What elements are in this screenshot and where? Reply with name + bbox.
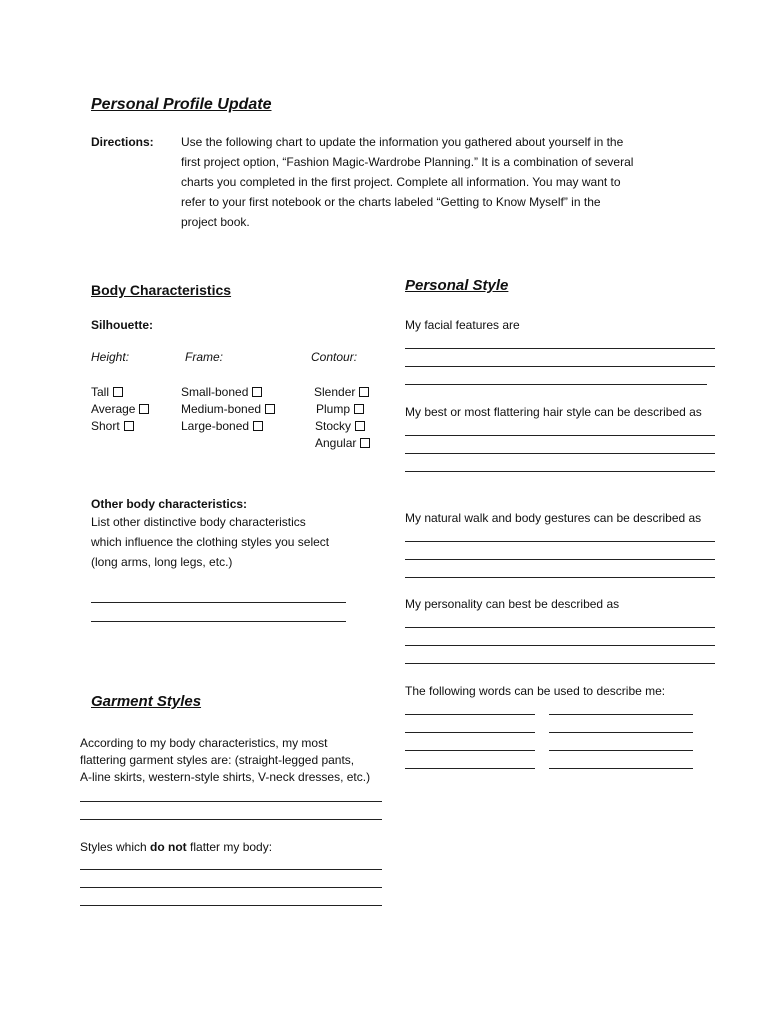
checkbox[interactable] — [359, 387, 369, 397]
height-option-tall[interactable]: Tall — [91, 385, 123, 399]
checkbox[interactable] — [252, 387, 262, 397]
page-title: Personal Profile Update — [91, 96, 272, 113]
contour-option-stocky[interactable]: Stocky — [315, 419, 365, 433]
directions-line-5: project book. — [181, 215, 250, 229]
answer-line[interactable] — [405, 559, 715, 560]
directions-line-2: first project option, “Fashion Magic-Wardrobe Planning.” It is a combination of several — [181, 155, 634, 169]
word-blank[interactable] — [549, 732, 693, 733]
word-blank[interactable] — [405, 714, 535, 715]
garment-styles-heading: Garment Styles — [91, 693, 202, 710]
garment-line-3: A-line skirts, western-style shirts, V-neck dresses, etc.) — [80, 770, 371, 784]
answer-line[interactable] — [80, 819, 382, 820]
height-option-short[interactable]: Short — [91, 419, 134, 433]
describe-words-label: The following words can be used to describe me: — [405, 684, 666, 698]
hair-style-label: My best or most flattering hair style can be described as — [405, 405, 702, 419]
answer-line[interactable] — [91, 621, 346, 622]
word-blank[interactable] — [549, 750, 693, 751]
contour-option-plump[interactable]: Plump — [316, 402, 364, 416]
checkbox[interactable] — [124, 421, 134, 431]
answer-line[interactable] — [80, 801, 382, 802]
answer-line[interactable] — [80, 869, 382, 870]
directions-label: Directions: — [91, 135, 154, 149]
other-body-line-2: which influence the clothing styles you select — [91, 535, 330, 549]
frame-option-large[interactable]: Large-boned — [181, 419, 263, 433]
word-blank[interactable] — [405, 768, 535, 769]
walk-gestures-label: My natural walk and body gestures can be described as — [405, 511, 702, 525]
answer-line[interactable] — [405, 453, 715, 454]
contour-label: Contour: — [311, 350, 358, 364]
word-blank[interactable] — [405, 750, 535, 751]
answer-line[interactable] — [80, 905, 382, 906]
checkbox[interactable] — [265, 404, 275, 414]
checkbox[interactable] — [354, 404, 364, 414]
checkbox[interactable] — [113, 387, 123, 397]
frame-label: Frame: — [185, 350, 224, 364]
directions-line-1: Use the following chart to update the information you gathered about yourself in the — [181, 135, 624, 149]
other-body-heading: Other body characteristics: — [91, 497, 248, 511]
other-body-line-1: List other distinctive body characteristics — [91, 515, 306, 529]
garment-line-1: According to my body characteristics, my most — [80, 736, 328, 750]
directions-line-4: refer to your first notebook or the charts labeled “Getting to Know Myself” in the — [181, 195, 601, 209]
silhouette-label: Silhouette: — [91, 318, 153, 332]
styles-not-flatter-label: Styles which do not flatter my body: — [80, 840, 273, 854]
answer-line[interactable] — [405, 627, 715, 628]
answer-line[interactable] — [91, 602, 346, 603]
frame-option-small[interactable]: Small-boned — [181, 385, 262, 399]
answer-line[interactable] — [405, 366, 715, 367]
word-blank[interactable] — [549, 714, 693, 715]
answer-line[interactable] — [405, 645, 715, 646]
personality-label: My personality can best be described as — [405, 597, 620, 611]
height-label: Height: — [91, 350, 130, 364]
checkbox[interactable] — [253, 421, 263, 431]
body-characteristics-heading: Body Characteristics — [91, 282, 232, 298]
directions-line-3: charts you completed in the first project. Complete all information. You may want to — [181, 175, 621, 189]
personal-style-heading: Personal Style — [405, 277, 509, 294]
answer-line[interactable] — [405, 348, 715, 349]
contour-option-angular[interactable]: Angular — [315, 436, 370, 450]
checkbox[interactable] — [139, 404, 149, 414]
facial-features-label: My facial features are — [405, 318, 520, 332]
checkbox[interactable] — [360, 438, 370, 448]
answer-line[interactable] — [405, 663, 715, 664]
answer-line[interactable] — [405, 541, 715, 542]
answer-line[interactable] — [405, 384, 707, 385]
other-body-line-3: (long arms, long legs, etc.) — [91, 555, 233, 569]
word-blank[interactable] — [405, 732, 535, 733]
answer-line[interactable] — [405, 577, 715, 578]
answer-line[interactable] — [80, 887, 382, 888]
frame-option-medium[interactable]: Medium-boned — [181, 402, 275, 416]
checkbox[interactable] — [355, 421, 365, 431]
height-option-average[interactable]: Average — [91, 402, 149, 416]
contour-option-slender[interactable]: Slender — [314, 385, 369, 399]
answer-line[interactable] — [405, 471, 715, 472]
answer-line[interactable] — [405, 435, 715, 436]
word-blank[interactable] — [549, 768, 693, 769]
garment-line-2: flattering garment styles are: (straight-legged pants, — [80, 753, 355, 767]
